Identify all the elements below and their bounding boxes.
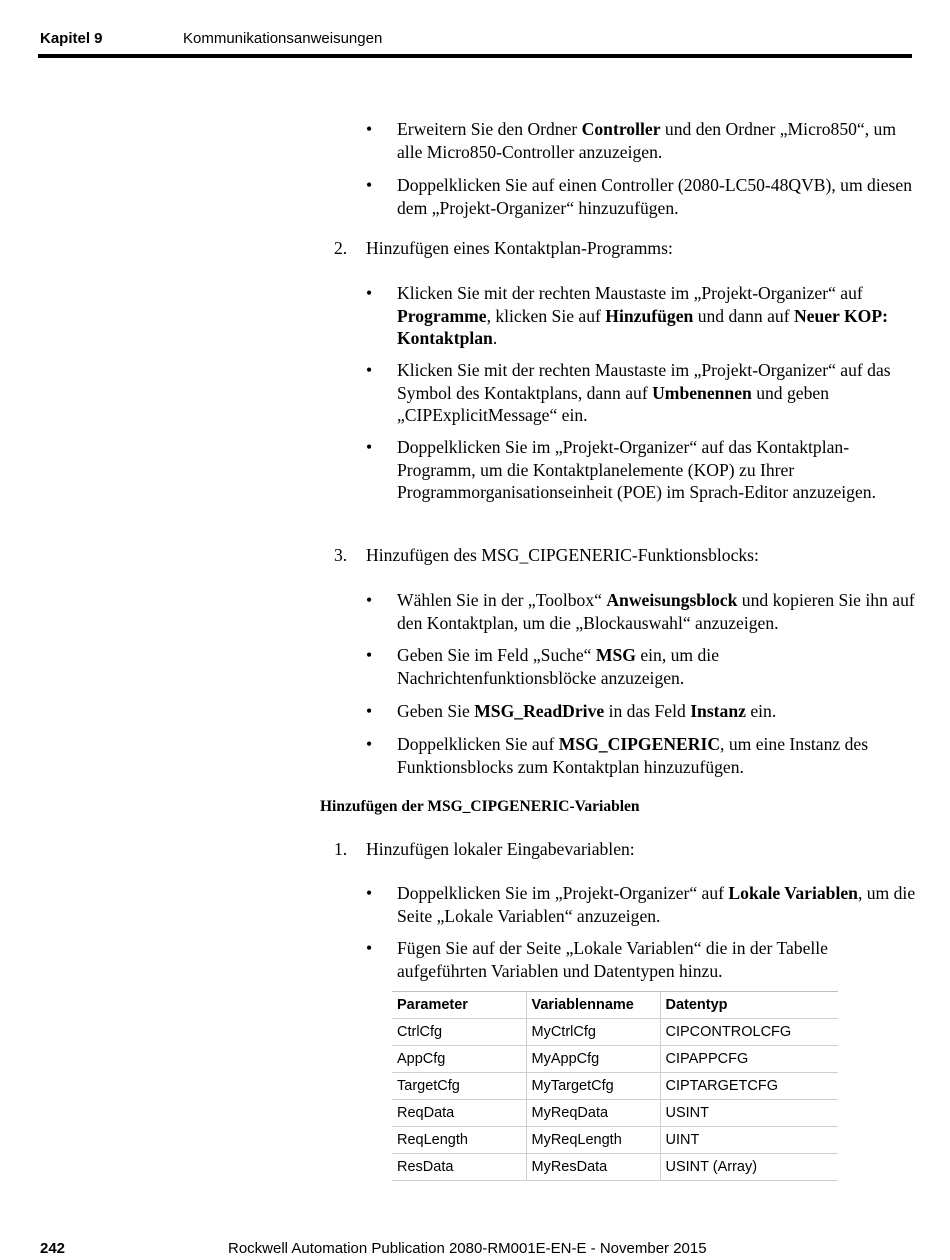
table-cell: MyReqLength [526,1127,660,1154]
list-item: • Fügen Sie auf der Seite „Lokale Variablen“ die in der Tabelle aufgeführten Variablen und Datentypen hinzu. [397,937,917,982]
list-item: • Geben Sie MSG_ReadDrive in das Feld Instanz ein. [397,700,917,723]
table-row [392,1046,838,1073]
step-number: 2. [334,238,348,258]
table-row [392,1127,838,1154]
list-item: • Wählen Sie in der „Toolbox“ Anweisungsblock und kopieren Sie ihn auf den Kontaktplan, um die „Blockauswahl“ anzuzeigen. [397,589,917,634]
table-cell: ResData [392,1154,526,1181]
table-cell: TargetCfg [392,1073,526,1100]
publication-info: Rockwell Automation Publication 2080-RM001E-EN-E - November 2015 [228,1240,707,1257]
list-item: • Klicken Sie mit der rechten Maustaste im „Projekt-Organizer“ auf das Symbol des Kontaktplans, dann auf Umbenennen und geben „CIPExplicitMessage“ ein. [397,359,917,427]
table-cell: USINT (Array) [660,1154,838,1181]
list-item: • Doppelklicken Sie im „Projekt-Organizer“ auf Lokale Variablen, um die Seite „Lokale Variablen“ anzuzeigen. [397,882,917,927]
table-cell: AppCfg [392,1046,526,1073]
chapter-label: Kapitel 9 [40,30,103,47]
table-cell: CtrlCfg [392,1019,526,1046]
step-text: Hinzufügen des MSG_CIPGENERIC-Funktionsblocks: [366,545,759,565]
step-text: Hinzufügen lokaler Eingabevariablen: [366,839,635,859]
page-number: 242 [40,1240,66,1257]
table-cell: CIPTARGETCFG [660,1073,838,1100]
table-row [392,1019,838,1046]
table-cell: CIPCONTROLCFG [660,1019,838,1046]
table-header: Datentyp [660,992,838,1019]
list-item: • Klicken Sie mit der rechten Maustaste im „Projekt-Organizer“ auf Programme, klicken Sie auf Hinzufügen und dann auf Neuer KOP: Kontaktplan. [397,282,917,350]
table-cell: USINT [660,1100,838,1127]
variables-table [392,991,838,1181]
table-row [392,1100,838,1127]
table-row [392,1154,838,1181]
table-cell: MyAppCfg [526,1046,660,1073]
table-row [392,1073,838,1100]
list-item: • Doppelklicken Sie im „Projekt-Organizer“ auf das Kontaktplan-Programm, um die Kontaktplanelemente (KOP) zu Ihrer Programmorganisationseinheit (POE) im Sprach-Editor anzuzeigen. [397,436,917,504]
table-header-row [392,992,838,1019]
list-item: • Geben Sie im Feld „Suche“ MSG ein, um die Nachrichtenfunktionsblöcke anzuzeigen. [397,644,917,689]
step-text: Hinzufügen eines Kontaktplan-Programms: [366,238,673,258]
list-item: • Erweitern Sie den Ordner Controller und den Ordner „Micro850“, um alle Micro850-Controller anzuzeigen. [397,118,917,163]
table-cell: ReqData [392,1100,526,1127]
list-item: • Doppelklicken Sie auf einen Controller (2080-LC50-48QVB), um diesen dem „Projekt-Organizer“ hinzuzufügen. [397,174,917,219]
table-header: Parameter [392,992,526,1019]
section-heading: Hinzufügen der MSG_CIPGENERIC-Variablen [320,798,640,815]
table-cell: UINT [660,1127,838,1154]
table-header: Variablenname [526,992,660,1019]
table-cell: MyResData [526,1154,660,1181]
chapter-title: Kommunikationsanweisungen [183,30,383,47]
header-rule [38,54,912,58]
step-number: 1. [334,839,348,859]
table-cell: ReqLength [392,1127,526,1154]
table-cell: MyCtrlCfg [526,1019,660,1046]
table-cell: CIPAPPCFG [660,1046,838,1073]
table-cell: MyTargetCfg [526,1073,660,1100]
list-item: • Doppelklicken Sie auf MSG_CIPGENERIC, um eine Instanz des Funktionsblocks zum Kontaktplan hinzuzufügen. [397,733,917,778]
table-cell: MyReqData [526,1100,660,1127]
step-number: 3. [334,545,348,565]
